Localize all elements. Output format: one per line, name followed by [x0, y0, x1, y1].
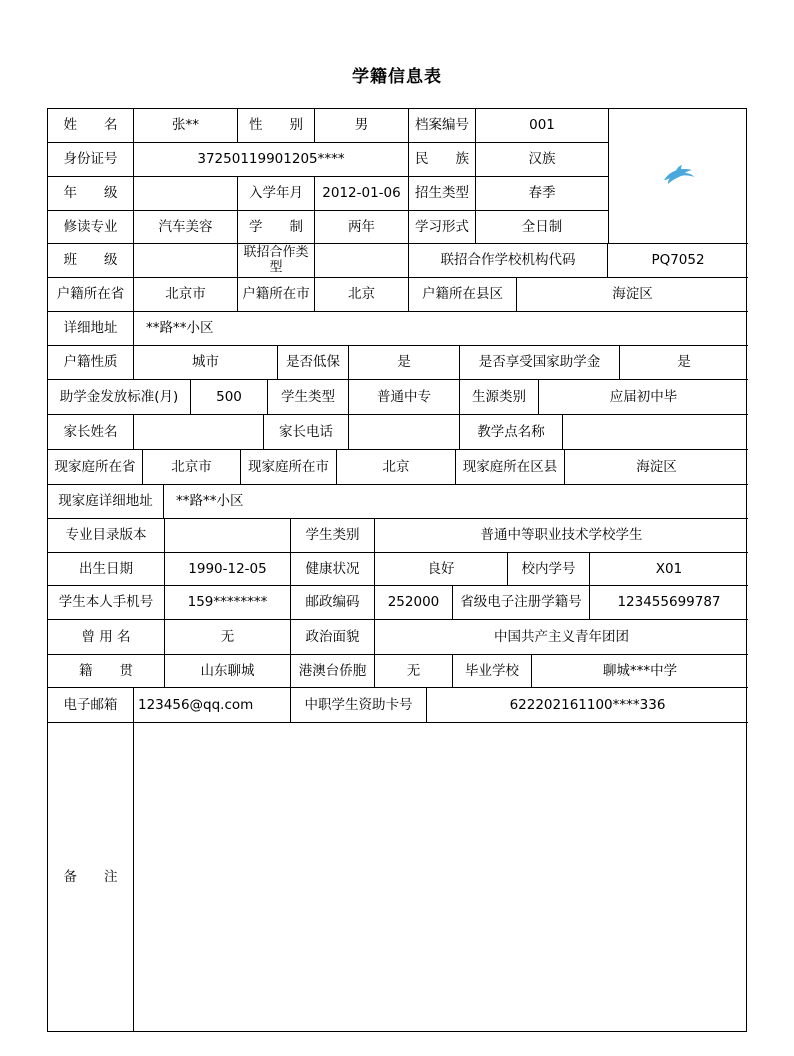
label-student-type: 学生类型	[268, 380, 349, 415]
value-schooling-length: 两年	[315, 211, 409, 244]
value-birth-date: 1990-12-05	[165, 553, 291, 586]
label-ethnicity: 民 族	[409, 143, 476, 177]
value-remarks	[134, 723, 748, 1031]
label-class: 班 级	[48, 244, 134, 278]
label-id-number: 身份证号	[48, 143, 134, 177]
label-source-category: 生源类别	[460, 380, 539, 415]
value-parent-phone	[349, 415, 460, 450]
label-hukou-nature: 户籍性质	[48, 346, 134, 380]
value-archive-no: 001	[476, 109, 609, 143]
label-home-district: 现家庭所在区县	[456, 450, 565, 485]
value-grade	[134, 177, 238, 211]
label-major: 修读专业	[48, 211, 134, 244]
label-hukou-city: 户籍所在市	[238, 278, 315, 312]
label-grade: 年 级	[48, 177, 134, 211]
page-title: 学籍信息表	[352, 67, 442, 87]
value-class	[134, 244, 238, 278]
photo-area	[609, 109, 748, 244]
label-health: 健康状况	[291, 553, 375, 586]
label-school-student-no: 校内学号	[508, 553, 590, 586]
value-hukou-district: 海淀区	[517, 278, 748, 312]
label-home-city: 现家庭所在市	[241, 450, 337, 485]
label-home-address: 现家庭详细地址	[48, 485, 164, 519]
value-grant-standard: 500	[191, 380, 268, 415]
value-hk-macao-taiwan: 无	[375, 655, 453, 688]
value-hukou-nature: 城市	[134, 346, 278, 380]
student-record-table	[47, 108, 747, 1032]
value-email: 123456@qq.com	[134, 688, 291, 723]
value-home-province: 北京市	[143, 450, 241, 485]
value-mobile: 159********	[165, 586, 291, 620]
value-national-grant: 是	[620, 346, 748, 380]
label-name: 姓 名	[48, 109, 134, 143]
value-detail-address: **路**小区	[134, 312, 748, 346]
value-low-income: 是	[349, 346, 460, 380]
label-birth-date: 出生日期	[48, 553, 165, 586]
value-id-number: 37250119901205****	[134, 143, 409, 177]
value-former-name: 无	[165, 620, 291, 655]
value-parent-name	[134, 415, 264, 450]
label-former-name: 曾 用 名	[48, 620, 165, 655]
label-teaching-site: 教学点名称	[460, 415, 563, 450]
label-joint-school-code: 联招合作学校机构代码	[409, 244, 608, 278]
value-health: 良好	[375, 553, 508, 586]
label-study-mode: 学习形式	[409, 211, 476, 244]
label-home-province: 现家庭所在省	[48, 450, 143, 485]
label-hk-macao-taiwan: 港澳台侨胞	[291, 655, 375, 688]
value-home-address: **路**小区	[164, 485, 748, 519]
value-source-category: 应届初中毕	[539, 380, 748, 415]
dolphin-icon	[662, 163, 696, 189]
label-parent-name: 家长姓名	[48, 415, 134, 450]
label-provincial-reg-no: 省级电子注册学籍号	[453, 586, 590, 620]
label-political-status: 政治面貌	[291, 620, 375, 655]
value-postal-code: 252000	[375, 586, 453, 620]
label-low-income: 是否低保	[278, 346, 349, 380]
value-aid-card-no: 622202161100****336	[427, 688, 748, 723]
label-admission-type: 招生类型	[409, 177, 476, 211]
value-name: 张**	[134, 109, 238, 143]
value-catalog-version	[165, 519, 291, 553]
label-schooling-length: 学 制	[238, 211, 315, 244]
value-major: 汽车美容	[134, 211, 238, 244]
label-grant-standard: 助学金发放标准(月)	[48, 380, 191, 415]
label-enroll-date: 入学年月	[238, 177, 315, 211]
label-catalog-version: 专业目录版本	[48, 519, 165, 553]
value-home-city: 北京	[337, 450, 456, 485]
value-provincial-reg-no: 123455699787	[590, 586, 748, 620]
label-archive-no: 档案编号	[409, 109, 476, 143]
label-gender: 性 别	[238, 109, 315, 143]
value-study-mode: 全日制	[476, 211, 609, 244]
value-enroll-date: 2012-01-06	[315, 177, 409, 211]
value-admission-type: 春季	[476, 177, 609, 211]
value-graduation-school: 聊城***中学	[532, 655, 748, 688]
label-hukou-district: 户籍所在县区	[409, 278, 517, 312]
value-joint-school-code: PQ7052	[608, 244, 748, 278]
value-home-district: 海淀区	[565, 450, 748, 485]
value-hukou-city: 北京	[315, 278, 409, 312]
label-mobile: 学生本人手机号	[48, 586, 165, 620]
label-email: 电子邮箱	[48, 688, 134, 723]
label-detail-address: 详细地址	[48, 312, 134, 346]
value-teaching-site	[563, 415, 748, 450]
value-native-place: 山东聊城	[165, 655, 291, 688]
value-student-category: 普通中等职业技术学校学生	[375, 519, 748, 553]
value-political-status: 中国共产主义青年团团	[375, 620, 748, 655]
label-hukou-province: 户籍所在省	[48, 278, 134, 312]
label-national-grant: 是否享受国家助学金	[460, 346, 620, 380]
value-ethnicity: 汉族	[476, 143, 609, 177]
label-aid-card-no: 中职学生资助卡号	[291, 688, 427, 723]
value-hukou-province: 北京市	[134, 278, 238, 312]
label-postal-code: 邮政编码	[291, 586, 375, 620]
label-native-place: 籍 贯	[48, 655, 165, 688]
label-remarks: 备 注	[48, 723, 134, 1031]
value-school-student-no: X01	[590, 553, 748, 586]
label-parent-phone: 家长电话	[264, 415, 349, 450]
label-graduation-school: 毕业学校	[453, 655, 532, 688]
value-student-type: 普通中专	[349, 380, 460, 415]
value-gender: 男	[315, 109, 409, 143]
value-joint-type	[315, 244, 409, 278]
label-student-category: 学生类别	[291, 519, 375, 553]
label-joint-type: 联招合作类型	[238, 244, 315, 278]
